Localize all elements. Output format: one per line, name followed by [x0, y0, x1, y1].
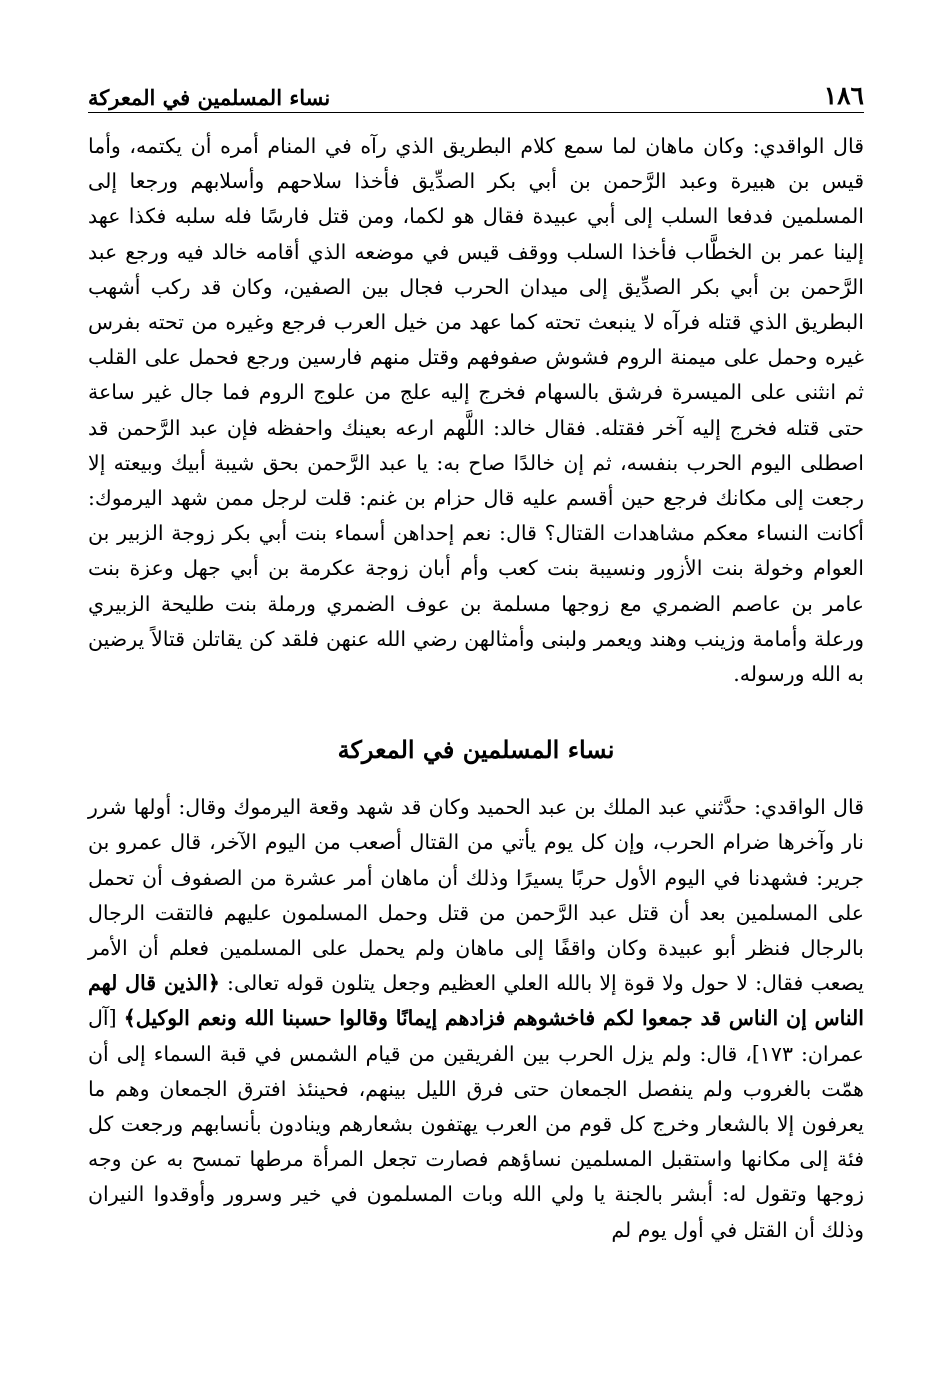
section-heading: نساء المسلمين في المعركة — [337, 735, 615, 765]
page-number: ١٨٦ — [823, 81, 864, 110]
running-title: نساء المسلمين في المعركة — [88, 85, 331, 110]
passage-1-text: قال الواقدي: وكان ماهان لما سمع كلام البطريق الذي رآه في المنام أمره أن يكتمه، وأما قيس بن هبيرة وعبد الرَّحمن بن أبي بكر الصدِّيق فأخذا سلاحهم وأسلابهم ورجعا إلى المسلمين فدفعا السلب إلى أبي عبيدة فقال هو لكما، ومن قتل فارسًا فله سلبه فكذا عهد إلينا عمر بن الخطَّاب فأخذا السلب ووقف قيس في موضعه الذي أقامه خالد فيه ورجع عبد الرَّحمن بن أبي بكر الصدِّيق إلى ميدان الحرب فجال بين الصفين، وكان قد ركب أشهب البطريق الذي قتله فرآه لا ينبعث تحته كما عهد من خيل العرب فرجع وغيره من تحته بفرس غيره وحمل على ميمنة الروم فشوش صفوفهم وقتل منهم فارسين ورجع فحمل على القلب ثم انثنى على الميسرة فرشق بالسهام فخرج إليه علج من علوج الروم فما جال غير ساعة حتى قتله فخرج إليه آخر فقتله. فقال خالد: اللَّهم ارعه بعينك واحفظه فإن عبد الرَّحمن قد اصطلى اليوم الحرب بنفسه، ثم إن خالدًا صاح به: يا عبد الرَّحمن بحق شيبة أبيك وبيعته إلا رجعت إلى مكانك فرجع حين أقسم عليه قال حزام بن غنم: قلت لرجل ممن شهد اليرموك: أكانت النساء معكم مشاهدات القتال؟ قال: نعم إحداهن أسماء بنت أبي بكر زوجة الزبير بن العوام وخولة بنت الأزور ونسيبة بنت كعب وأم أبان زوجة عكرمة بن أبي جهل وعزة بنت عامر بن عاصم الضمري مع زوجها مسلمة بن عوف الضمري ورملة بنت طليحة الزبيري ورعلة وأمامة وزينب وهند ويعمر ولبنى وأمثالهن رضي الله عنهن فلقد كن يقاتلن قتالاً يرضين به الله ورسوله. — [88, 134, 864, 687]
passage-2-text — [88, 790, 864, 1248]
book-page — [88, 72, 864, 1362]
running-header — [88, 72, 864, 113]
quran-verse: ﴿الذين قال لهم الناس إن الناس قد جمعوا لكم فاخشوهم فزادهم إيمانًا وقالوا حسبنا الله ونعم الوكيل﴾ — [88, 971, 864, 1031]
paragraph-yarmouk-battle — [88, 790, 864, 1248]
passage-2-after-verse: [آل عمران: ١٧٣]، قال: ولم يزل الحرب بين الفريقين من قيام الشمس في قبة السماء إلى أن همّت بالغروب ولم ينفصل الجمعان حتى فرق الليل بينهم، فحينئذ افترق الجمعان وهم ما يعرفون إلا بالشعار وخرج كل قوم من العرب يهتفون بشعارهم وينادون بأنسابهم ورجعت كل فئة إلى مكانها واستقبل المسلمين نساؤهم فصارت تجعل المرأة مرطها تمسح به عن وجه زوجها وتقول له: أبشر بالجنة يا ولي الله وبات المسلمون في خير وسرور وأوقدوا النيران وذلك أن القتل في أول يوم لم — [88, 1006, 864, 1242]
passage-2-before-verse: قال الواقدي: حدَّثني عبد الملك بن عبد الحميد وكان قد شهد وقعة اليرموك وقال: أولها شرر نار وآخرها ضرام الحرب، وإن كل يوم يأتي من القتال أصعب من اليوم الآخر، قال عمرو بن جرير: فشهدنا في اليوم الأول حربًا يسيرًا وذلك أن ماهان أمر عشرة من الصفوف أن تحمل على المسلمين بعد أن قتل عبد الرَّحمن من قتل وحمل المسلمون عليهم فالتقت الرجال بالرجال فنظر أبو عبيدة وكان واقفًا إلى ماهان ولم يحمل على المسلمين فعلم أن الأمر يصعب فقال: لا حول ولا قوة إلا بالله العلي العظيم وجعل يتلون قوله تعالى: — [88, 795, 864, 996]
page-body — [88, 129, 864, 1248]
paragraph-waqidi-mahan — [88, 129, 864, 692]
